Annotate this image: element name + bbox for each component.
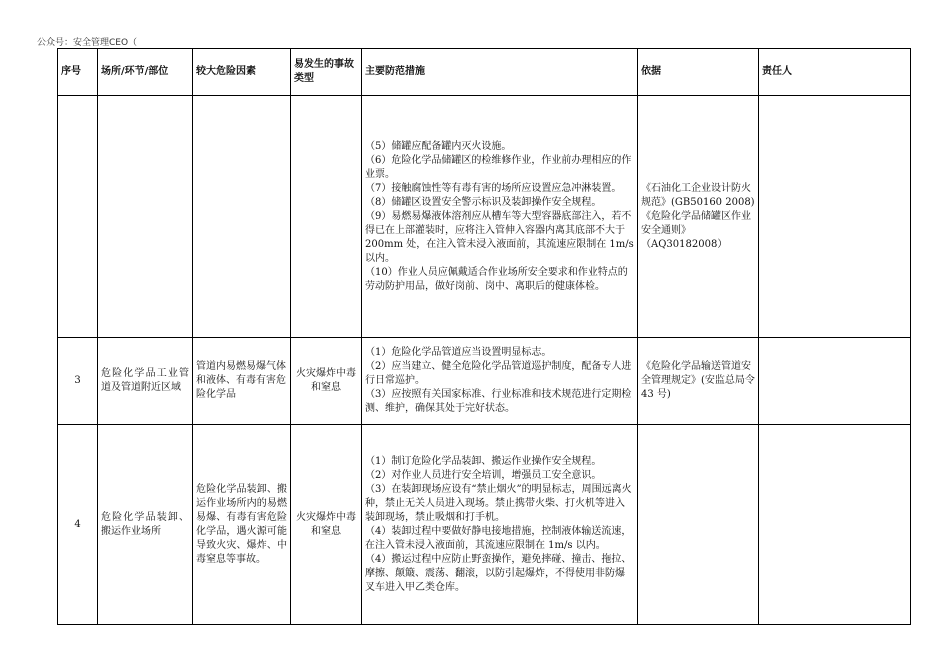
row-place bbox=[98, 96, 193, 338]
basis-item: 《危险化学品输送管道安全管理规定》(安监总局令 43 号) bbox=[641, 361, 755, 400]
row-no bbox=[58, 96, 98, 338]
measure-item: （2）应当建立、健全危险化学品管道巡护制度，配备专人进行日常巡护。 bbox=[365, 361, 632, 386]
row-measures bbox=[362, 425, 638, 625]
measure-item: （4）搬运过程中应防止野蛮操作，避免摔碰、撞击、拖拉、摩擦、颠簸、震荡、翻滚，以防引起爆炸，不得使用非防爆叉车进入甲乙类仓库。 bbox=[365, 553, 632, 593]
measure-item: （6）危险化学品储罐区的检维修作业，作业前办理相应的作业票。 bbox=[365, 154, 632, 180]
header-owner: 责任人 bbox=[759, 49, 911, 96]
header-accident: 易发生的事故类型 bbox=[291, 49, 362, 96]
measure-item: （3）在装卸现场应设有“禁止烟火”的明显标志，周围远离火种，禁止无关人员进入现场。禁止携带火柴、打火机等进入装卸现场，禁止吸烟和打手机。 bbox=[365, 483, 632, 523]
row-no: 3 bbox=[58, 338, 98, 425]
watermark-text: 公众号：安全管理CEO（ bbox=[37, 38, 138, 48]
measure-item: （8）储罐区设置安全警示标识及装卸操作安全规程。 bbox=[365, 196, 602, 208]
hazard-control-table bbox=[57, 48, 911, 625]
header-hazard: 较大危险因素 bbox=[193, 49, 291, 96]
row-basis bbox=[638, 96, 759, 338]
table-row bbox=[58, 338, 911, 425]
row-owner bbox=[759, 425, 911, 625]
measure-item: （1）危险化学品管道应当设置明显标志。 bbox=[365, 347, 552, 358]
row-hazard bbox=[193, 96, 291, 338]
row-place: 危险化学品工业管道及管道附近区域 bbox=[98, 338, 193, 425]
header-no: 序号 bbox=[58, 49, 98, 96]
row-accident: 火灾爆炸中毒和窒息 bbox=[291, 425, 362, 625]
row-owner bbox=[759, 96, 911, 338]
basis-item: 《危险化学品储罐区作业安全通则》（AQ30182008） bbox=[641, 210, 751, 250]
header-measures: 主要防范措施 bbox=[362, 49, 638, 96]
measure-item: （2）对作业人员进行安全培训，增强员工安全意识。 bbox=[365, 469, 602, 481]
table-row bbox=[58, 96, 911, 338]
header-basis: 依据 bbox=[638, 49, 759, 96]
header-row bbox=[58, 49, 911, 96]
row-measures bbox=[362, 96, 638, 338]
row-basis bbox=[638, 425, 759, 625]
measure-item: （7）接触腐蚀性等有毒有害的场所应设置应急冲淋装置。 bbox=[365, 182, 622, 194]
basis-item: 《石油化工企业设计防火规范》(GB50160 2008) bbox=[641, 182, 755, 208]
row-measures bbox=[362, 338, 638, 425]
table-row bbox=[58, 425, 911, 625]
measure-item: （10）作业人员应佩戴适合作业场所安全要求和作业特点的劳动防护用品，做好岗前、岗中、离职后的健康体检。 bbox=[365, 266, 628, 292]
measure-item: （5）储罐应配备罐内灭火设施。 bbox=[365, 140, 512, 152]
measure-item: （9）易燃易爆液体溶剂应从槽车等大型容器底部注入，若不得已在上部灌装时，应将注入管伸入容器内离其底部不大于 200mm 处，在注入管未浸入液面前，其流速应限制在 1m/s 以内。 bbox=[365, 210, 634, 264]
measure-item: （3）应按照有关国家标准、行业标准和技术规范进行定期检测、维护，确保其处于完好状态。 bbox=[365, 389, 632, 414]
measure-item: （1）制订危险化学品装卸、搬运作业操作安全规程。 bbox=[365, 455, 602, 467]
row-accident bbox=[291, 96, 362, 338]
row-accident: 火灾爆炸中毒和窒息 bbox=[291, 338, 362, 425]
row-hazard: 危险化学品装卸、搬运作业场所内的易燃易爆、有毒有害危险化学品，遇火源可能导致火灾、爆炸、中毒窒息等事故。 bbox=[193, 425, 291, 625]
row-place: 危险化学品装卸、搬运作业场所 bbox=[98, 425, 193, 625]
row-no: 4 bbox=[58, 425, 98, 625]
row-owner bbox=[759, 338, 911, 425]
row-hazard: 管道内易燃易爆气体和液体、有毒有害危险化学品 bbox=[193, 338, 291, 425]
header-place: 场所/环节/部位 bbox=[98, 49, 193, 96]
measure-item: （4）装卸过程中要做好静电接地措施，控制液体输送流速，在注入管未浸入液面前，其流速应限制在 1m/s 以内。 bbox=[365, 525, 632, 551]
row-basis bbox=[638, 338, 759, 425]
